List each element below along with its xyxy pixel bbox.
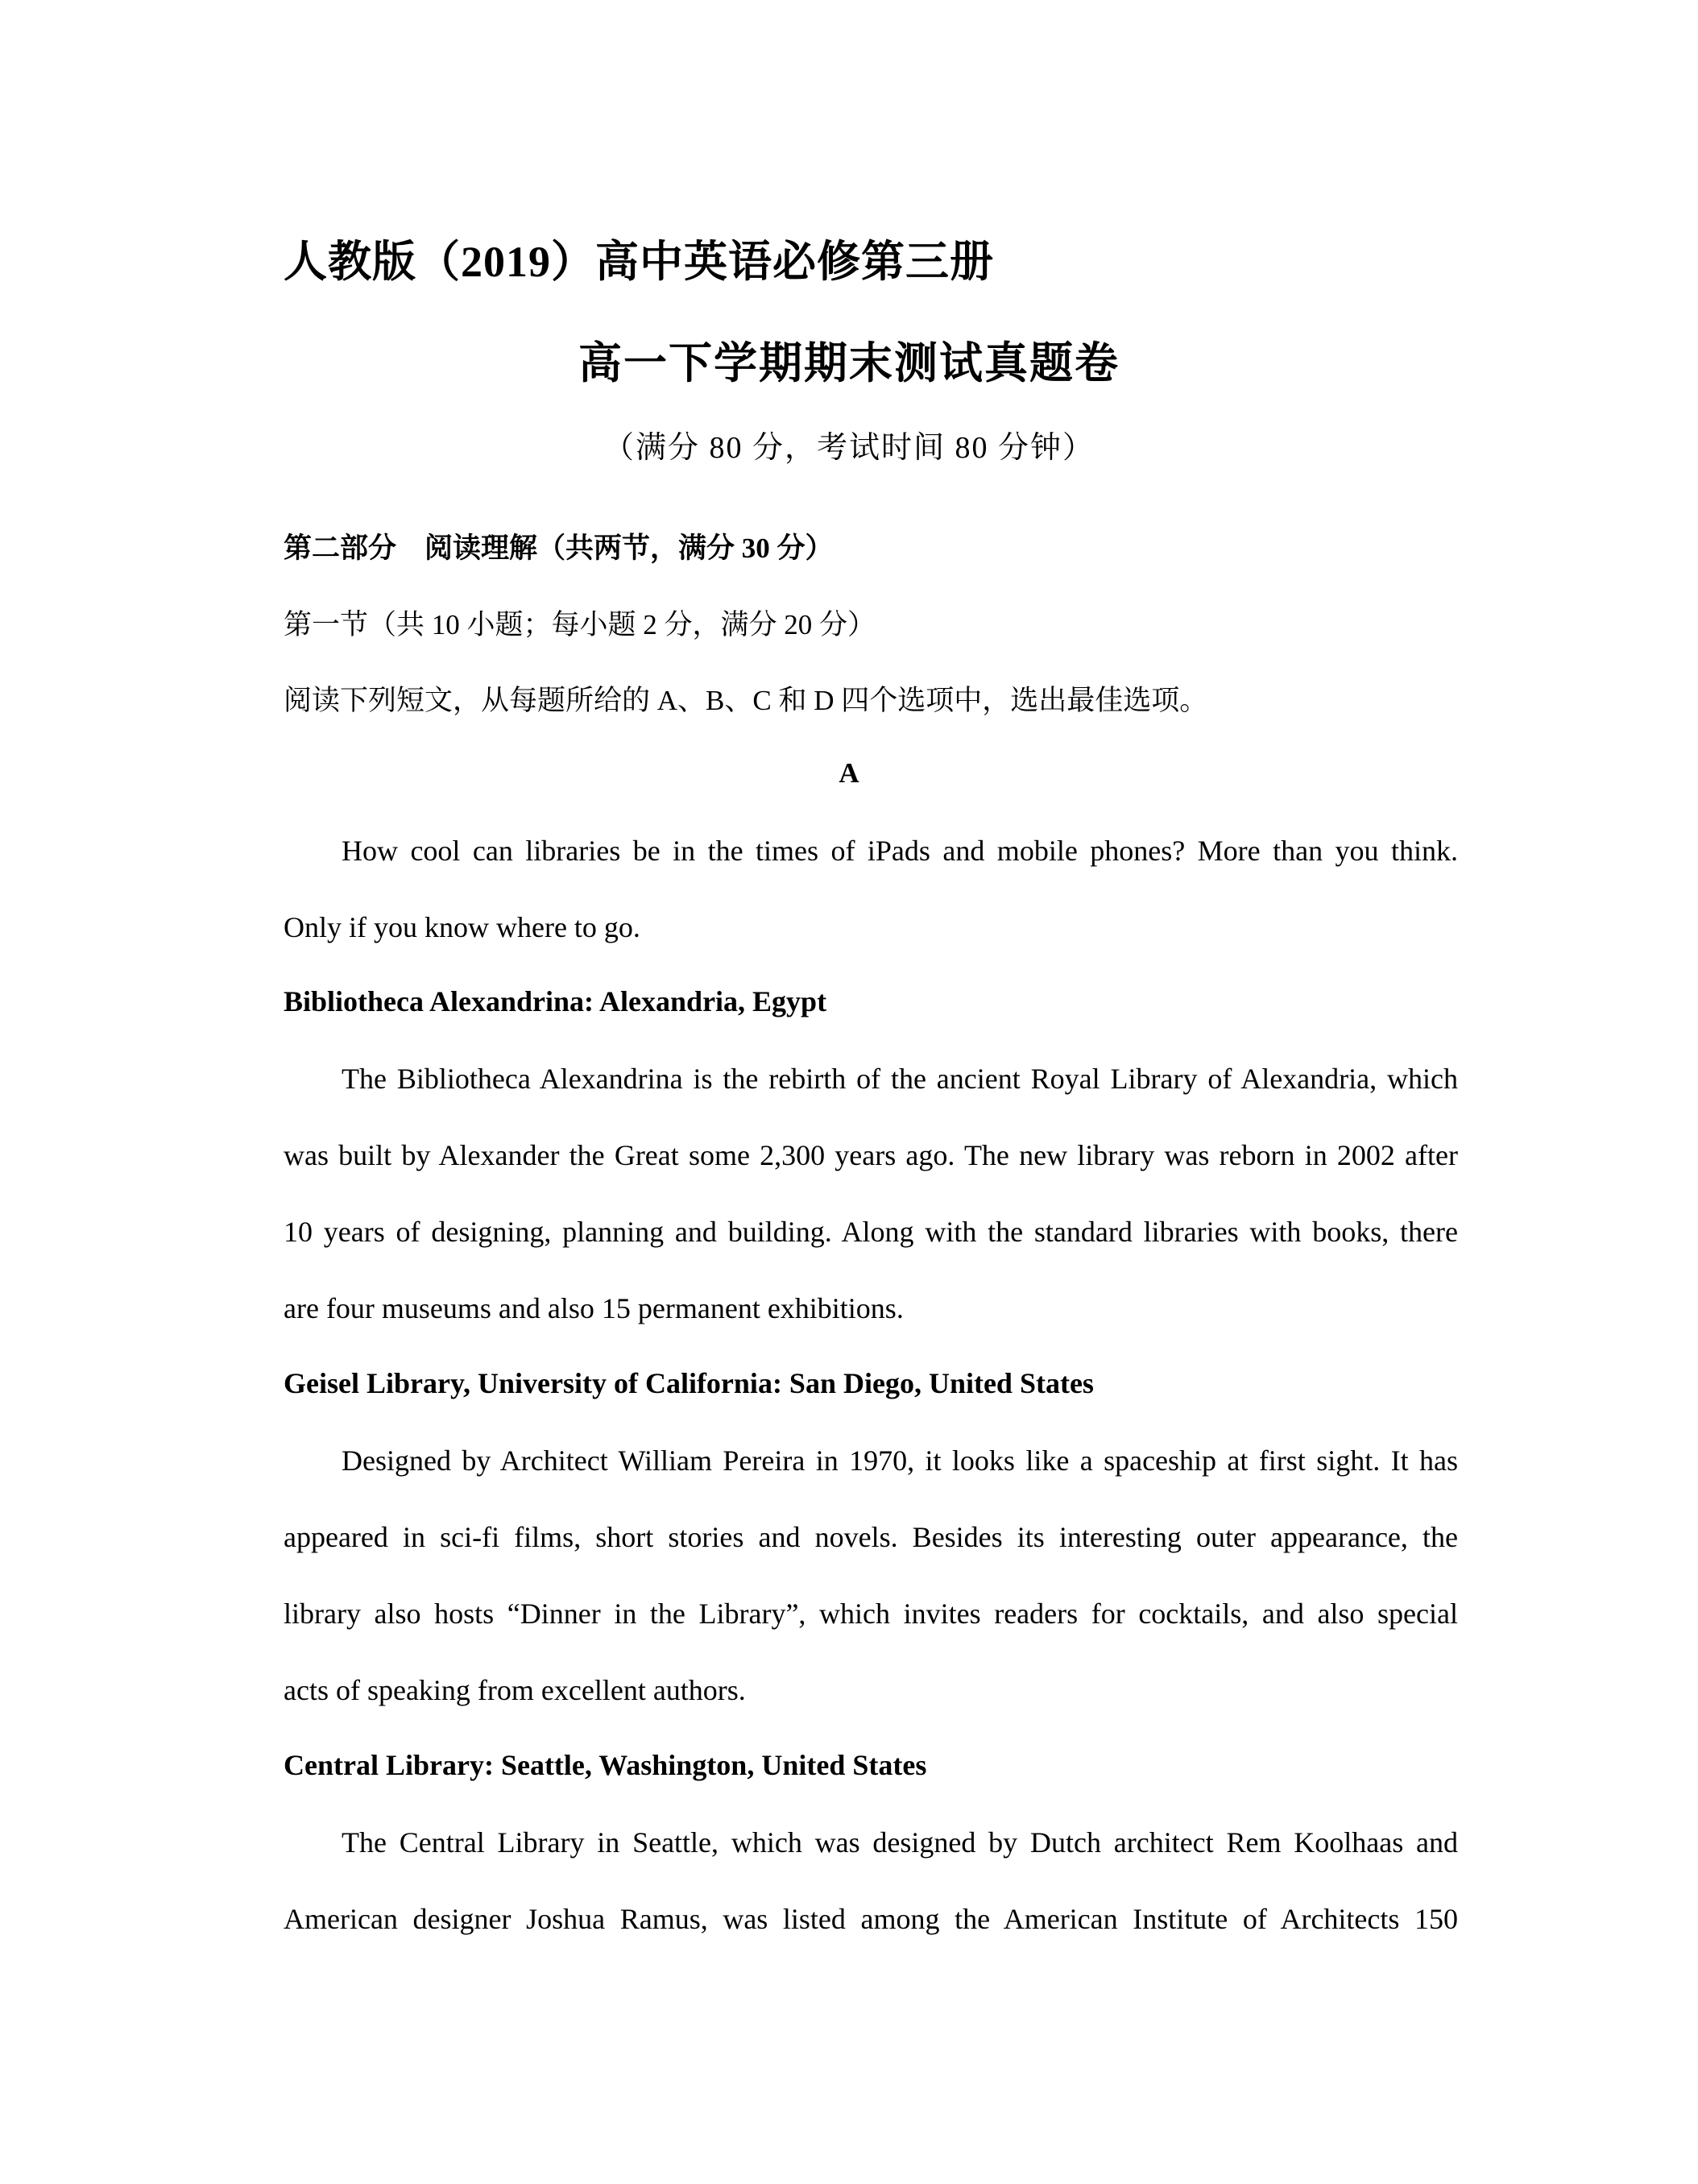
passage-label: A	[839, 757, 859, 789]
paragraph-line: was built by Alexander the Great some 2,300 years ago. The new library was reborn in 2002 after	[284, 1139, 1458, 1171]
part-heading: 第二部分 阅读理解（共两节，满分 30 分）	[284, 533, 834, 564]
paragraph-line: Only if you know where to go.	[284, 911, 640, 943]
paragraph-line: appeared in sci-fi films, short stories and novels. Besides its interesting outer appearance, the	[284, 1521, 1458, 1553]
intro-paragraph	[284, 813, 1458, 966]
paragraph-line: The Bibliotheca Alexandrina is the rebirth of the ancient Royal Library of Alexandria, which	[342, 1063, 1458, 1095]
paragraph-geisel	[284, 1423, 1458, 1729]
paragraph-line: acts of speaking from excellent authors.	[284, 1674, 746, 1706]
library-heading-seattle: Central Library: Seattle, Washington, United States	[284, 1749, 927, 1781]
exam-title: 高一下学期期末测试真题卷	[578, 339, 1120, 387]
library-heading-alexandrina: Bibliotheca Alexandrina: Alexandria, Egypt	[284, 985, 827, 1017]
paragraph-line: Designed by Architect William Pereira in 1970, it looks like a spaceship at first sight. It has	[342, 1444, 1458, 1477]
document-title: 人教版（2019）高中英语必修第三册	[284, 238, 994, 286]
library-heading-geisel: Geisel Library, University of California: San Diego, United States	[284, 1367, 1094, 1399]
paragraph-line: How cool can libraries be in the times of iPads and mobile phones? More than you think.	[342, 835, 1458, 867]
paragraph-line: American designer Joshua Ramus, was listed among the American Institute of Architects 150	[284, 1903, 1458, 1935]
paragraph-alexandrina	[284, 1041, 1458, 1347]
paragraph-line: library also hosts “Dinner in the Library”, which invites readers for cocktails, and also special	[284, 1598, 1458, 1630]
paragraph-seattle	[284, 1805, 1458, 1958]
exam-score-time-note: （满分 80 分，考试时间 80 分钟）	[603, 431, 1095, 465]
instruction-text: 阅读下列短文，从每题所给的 A、B、C 和 D 四个选项中，选出最佳选项。	[284, 685, 1208, 716]
subsection-heading: 第一节（共 10 小题；每小题 2 分，满分 20 分）	[284, 609, 876, 640]
paragraph-line: are four museums and also 15 permanent exhibitions.	[284, 1292, 904, 1324]
paragraph-line: 10 years of designing, planning and building. Along with the standard libraries with books, there	[284, 1216, 1458, 1248]
paragraph-line: The Central Library in Seattle, which was designed by Dutch architect Rem Koolhaas and	[342, 1826, 1458, 1859]
